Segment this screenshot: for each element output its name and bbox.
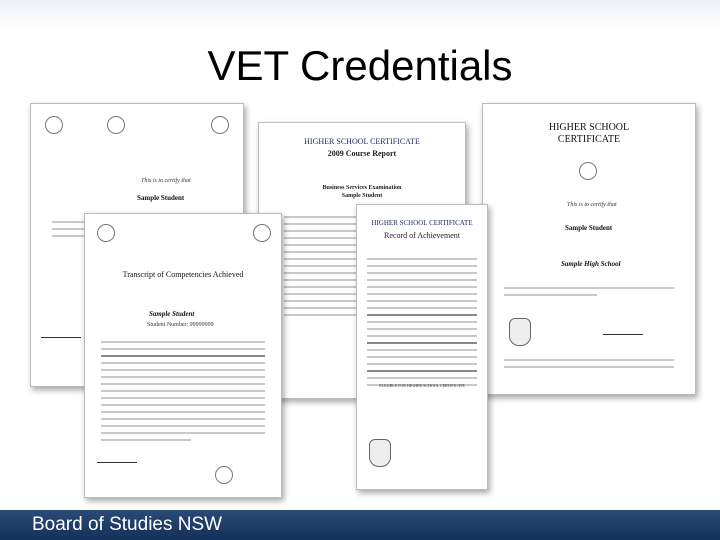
top-strip <box>0 0 720 30</box>
crest-icon <box>211 116 229 134</box>
record-subheading: Record of Achievement <box>384 231 460 240</box>
signature <box>41 329 81 338</box>
record-of-achievement-document <box>356 204 488 490</box>
student-number: Student Number: 99999999 <box>147 322 214 328</box>
crest-icon <box>45 116 63 134</box>
student-name: Sample Student <box>137 194 185 202</box>
footer-bar <box>0 510 720 540</box>
footer-title: Board of Studies NSW <box>32 514 223 535</box>
transcript-document <box>84 213 282 498</box>
eligible-text: ELIGIBLE FOR HIGHER SCHOOL CERTIFICATE <box>379 383 465 388</box>
certify-text: This is to certify that <box>141 178 191 184</box>
transcript-title: Transcript of Competencies Achieved <box>122 270 244 279</box>
slide-title: VET Credentials <box>207 42 513 89</box>
certify-text: This is to certify that <box>567 202 617 208</box>
signature <box>97 454 137 463</box>
board-logo-icon <box>215 466 233 484</box>
hsc-heading-line1: HIGHER SCHOOL <box>548 122 630 133</box>
hsc-heading-line2: CERTIFICATE <box>557 134 621 145</box>
student-name: Sample Student <box>565 224 613 232</box>
school-name: Sample High School <box>561 260 621 268</box>
student-name: Sample Student <box>149 310 195 318</box>
crest-icon <box>253 224 271 242</box>
record-heading: HIGHER SCHOOL CERTIFICATE <box>371 219 473 227</box>
crest-icon <box>107 116 125 134</box>
crest-icon <box>97 224 115 242</box>
course-report-subheading: 2009 Course Report <box>327 149 397 158</box>
seal-icon <box>509 318 531 346</box>
course-name: Business Services Examination <box>322 185 402 191</box>
course-report-heading: HIGHER SCHOOL CERTIFICATE <box>304 137 420 146</box>
seal-icon <box>369 439 391 467</box>
student-name: Sample Student <box>341 193 383 199</box>
hsc-certificate-document <box>482 103 696 395</box>
signature <box>603 326 643 335</box>
board-logo-icon <box>579 162 597 180</box>
